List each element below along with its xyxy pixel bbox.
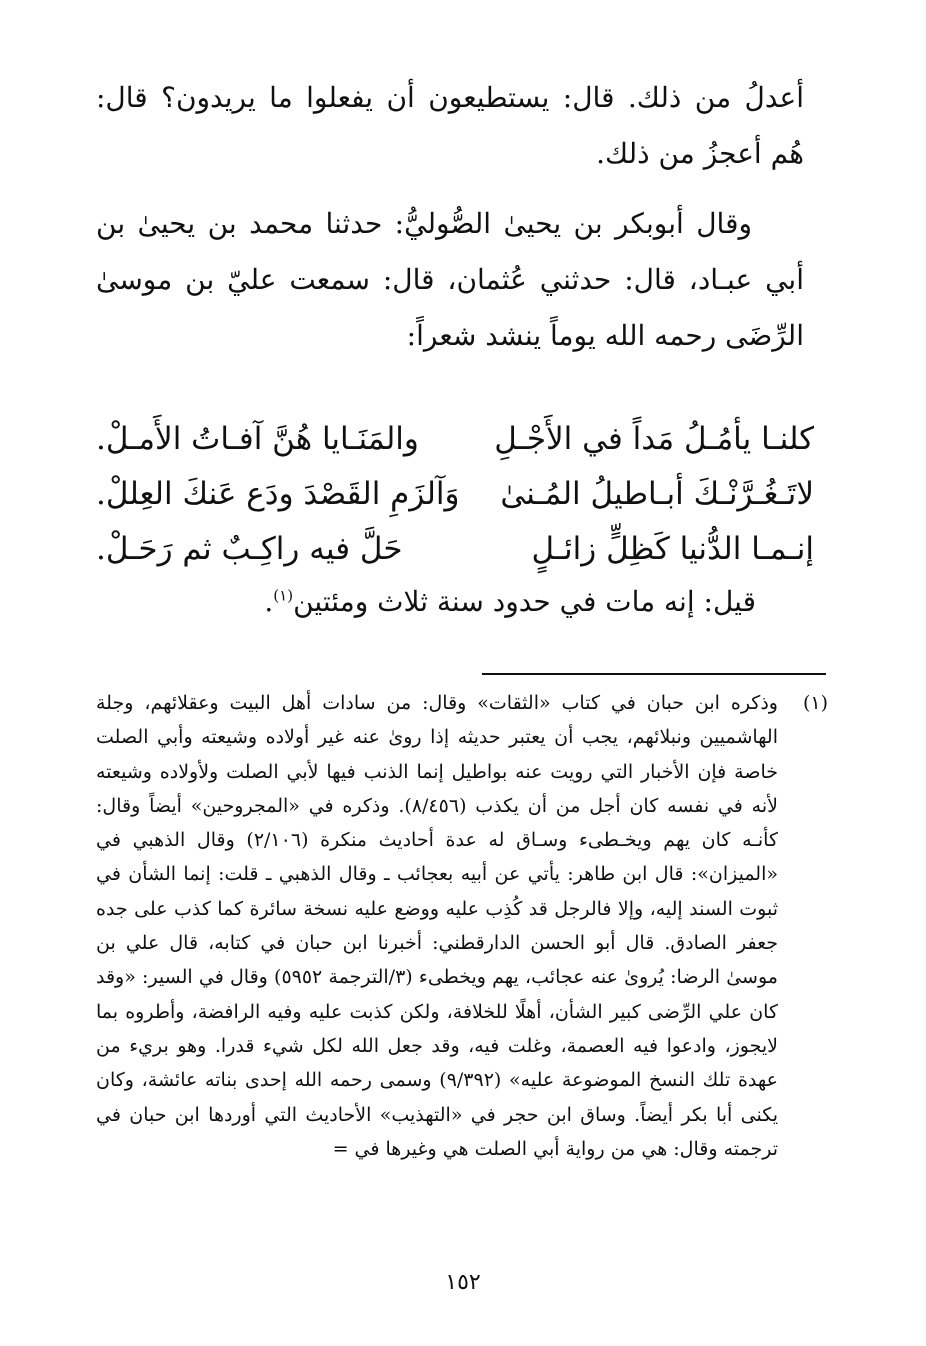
page-number: ١٥٢ xyxy=(445,1270,481,1295)
verse-first-hemistich: كلنـا يأمُـلُ مَداً في الأَجْـلِ xyxy=(494,421,814,457)
footnote-number: (١) xyxy=(802,692,828,714)
verse-first-hemistich: إنـمـا الدُّنيا كَظِلٍّ زائـلٍ xyxy=(531,531,814,567)
poem-verse xyxy=(96,522,814,577)
poem-verse xyxy=(96,412,814,467)
footnote-reference[interactable]: (١) xyxy=(273,586,294,605)
poem-verse xyxy=(96,467,814,522)
verse-second-hemistich: حَلَّ فيه راكِـبٌ ثم رَحَـلْ. xyxy=(96,531,403,567)
death-note-text: قيل: إنه مات في حدود سنة ثلاث ومئتين xyxy=(293,585,756,618)
verse-second-hemistich: وَآلزَمِ القَصْدَ ودَع عَنكَ العِللْ. xyxy=(96,476,460,512)
death-note xyxy=(96,580,756,624)
footnote-separator xyxy=(482,673,826,675)
death-note-period: . xyxy=(264,585,274,618)
paragraph-continuation: أعدلُ من ذلك. قال: يستطيعون أن يفعلوا ما يريدون؟ قال: هُم أعجزُ من ذلك. xyxy=(96,81,804,170)
footnote xyxy=(96,686,828,1166)
poem xyxy=(96,412,814,577)
paragraph-narration: وقال أبوبكر بن يحيىٰ الصُّوليُّ: حدثنا محمد بن يحيىٰ بن أبي عبـاد، قال: حدثني عُثمان، قال: سمعت عليّ بن موسىٰ الرِّضَى رحمه الله يوماً ينشد شعراً: xyxy=(96,207,804,352)
verse-first-hemistich: لاتَـغُـرَّنْـكَ أبـاطيلُ المُـنىٰ xyxy=(500,476,814,512)
verse-second-hemistich: والمَنَـايا هُنَّ آفـاتُ الأَمـلْ. xyxy=(96,421,419,457)
footnote-text: وذكره ابن حبان في كتاب «الثقات» وقال: من سادات أهل البيت وعقلائهم، وجلة الهاشميين ونبلائهم، يجب أن يعتبر حديثه إذا روىٰ عنه غير أولاده وشيعته وأبي الصلت خاصة فإن الأخبار التي رويت عنه بواطيل إنما الذنب فيها لأبي الصلت ولأولاده وشيعته لأنه في نفسه كان أجل من أن يكذب (٨/٤٥٦). وذكره في «المجروحين» أيضاً وقال: كأنـه كان يهم ويخـطىء وسـاق له عدة أحاديث منكرة (٢/١٠٦) وقال الذهبي في «الميزان»: قال ابن طاهر: يأتي عن أبيه بعجائب ـ وقال الذهبي ـ قلت: إنما الشأن في ثبوت السند إليه، وإلا فالرجل قد كُذِب عليه ووضع عليه نسخة سائرة كما كذب على جده جعفر الصادق. قال أبو الحسن الدارقطني: أخبرنا ابن حبان في كتابه، قال علي بن موسىٰ الرضا: يُروىٰ عنه عجائب، يهم ويخطىء (٣/الترجمة ٥٩٥٢) وقال في السير: «وقد كان علي الرِّضى كبير الشأن، أهلًا للخلافة، ولكن كذبت عليه وفيه الرافضة، وأطروه بما لايجوز، وادعوا فيه العصمة، وغلت فيه، وقد جعل الله لكل شيء قدرا. وهو بريء من عهدة تلك النسخ الموضوعة عليه» (٩/٣٩٢) وسمى رحمه الله إحدى بناته عائشة، وكان يكنى أبا بكر أيضاً. وساق ابن حجر في «التهذيب» الأحاديث التي أوردها ابن حبان في ترجمته وقال: هي من رواية أبي الصلت هي وغيرها في = xyxy=(96,692,778,1160)
